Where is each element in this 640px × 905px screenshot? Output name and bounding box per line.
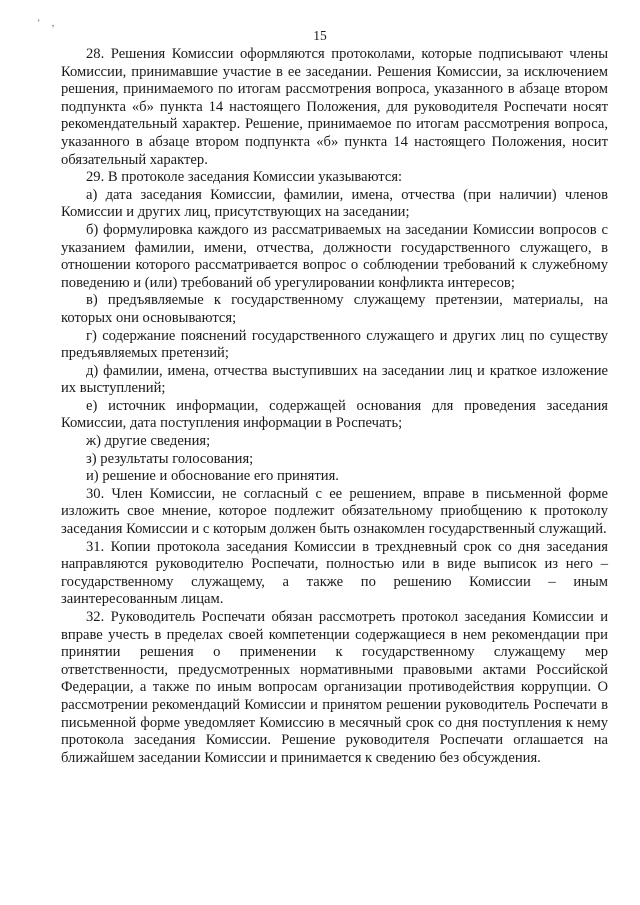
- page-number: 15: [313, 28, 327, 43]
- document-body: [61, 46, 608, 767]
- list-item-g: г) содержание пояснений государственного служащего и других лиц по существу предъявляемых претензий;: [61, 327, 608, 362]
- paragraph-28: 28. Решения Комиссии оформляются протоколами, которые подписывают члены Комиссии, принимавшие участие в ее заседании. Решения Комиссии, за исключением решения, принимаемого по итогам рассмотрения вопроса, указанного в абзаце втором подпункта «б» пункта 14 настоящего Положения, для руководителя Роспечати носят рекомендательный характер. Решение, принимаемое по итогам рассмотрения вопроса, указанного в абзаце втором подпункта «б» пункта 14 настоящего Положения, носит обязательный характер.: [61, 46, 608, 168]
- list-item-d: д) фамилии, имена, отчества выступивших на заседании лиц и краткое изложение их выступлений;: [61, 362, 608, 397]
- list-item-a: а) дата заседания Комиссии, фамилии, имена, отчества (при наличии) членов Комиссии и других лиц, присутствующих на заседании;: [61, 186, 608, 221]
- list-item-z: з) результаты голосования;: [86, 450, 254, 467]
- scan-corner-marks: ' ,: [38, 18, 60, 28]
- paragraph-32: 32. Руководитель Роспечати обязан рассмотреть протокол заседания Комиссии и вправе учесть в пределах своей компетенции содержащиеся в нем рекомендации при принятии решения о применении к государственному служащему мер ответственности, предусмотренных нормативными правовыми актами Российской Федерации, а также по иным вопросам организации противодействия коррупции. О рассмотрении рекомендаций Комиссии и принятом решении руководитель Роспечати в письменной форме уведомляет Комиссию в месячный срок со дня поступления к нему протокола заседания Комиссии. Решение руководителя Роспечати оглашается на ближайшем заседании Комиссии и принимается к сведению без обсуждения.: [61, 609, 608, 766]
- paragraph-30: 30. Член Комиссии, не согласный с ее решением, вправе в письменной форме изложить свое мнение, которое подлежит обязательному приобщению к протоколу заседания Комиссии и с которым должен быть ознакомлен государственный служащий.: [61, 485, 608, 538]
- paragraph-29: 29. В протоколе заседания Комиссии указываются:: [86, 169, 403, 186]
- list-item-e: е) источник информации, содержащей основания для проведения заседания Комиссии, дата поступления информации в Роспечать;: [61, 397, 608, 432]
- list-item-i: и) решение и обоснование его принятия.: [86, 468, 339, 485]
- list-item-zh: ж) другие сведения;: [86, 433, 211, 450]
- list-item-v: в) предъявляемые к государственному служащему претензии, материалы, на которых они основываются;: [61, 292, 608, 326]
- list-item-b: б) формулировка каждого из рассматриваемых на заседании Комиссии вопросов с указанием фамилии, имени, отчества, должности государственного служащего, в отношении которого рассматривается вопрос о соблюдении требований к служебному поведению и (или) требований об урегулировании конфликта интересов;: [61, 221, 608, 291]
- paragraph-31: 31. Копии протокола заседания Комиссии в трехдневный срок со дня заседания направляются руководителю Роспечати, полностью или в виде выписок из него – государственному служащему, а также по решению Комиссии – иным заинтересованным лицам.: [61, 538, 608, 608]
